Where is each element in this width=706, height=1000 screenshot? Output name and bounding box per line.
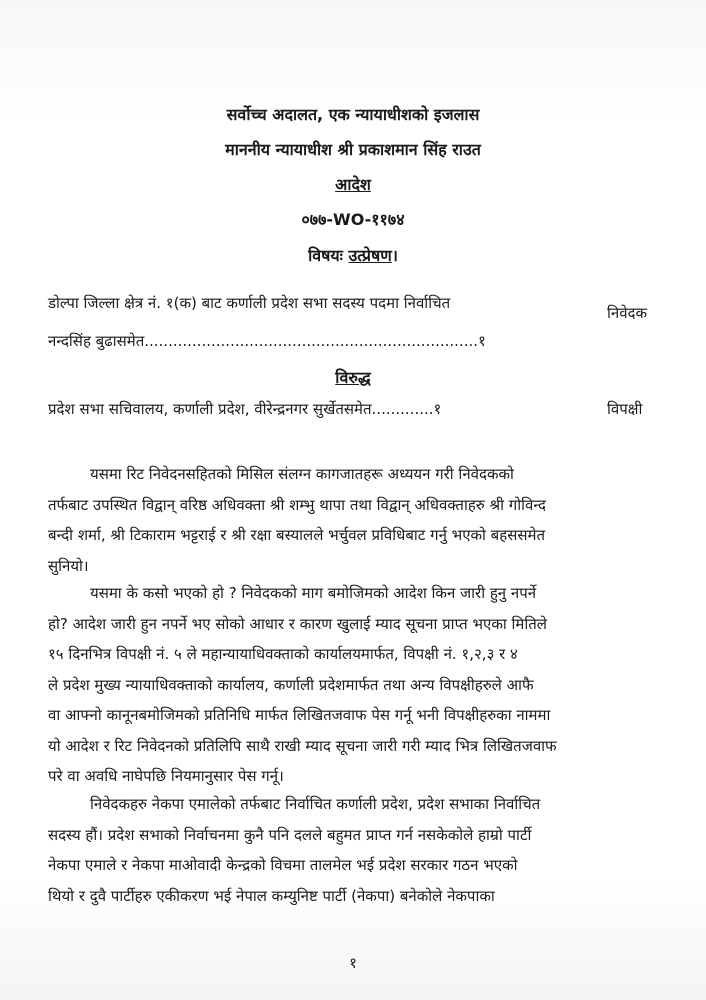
subject-end-mark: । [391,246,398,265]
paragraph-line: यो आदेश र रिट निवेदनको प्रतिलिपि साथै राखी म्याद सूचना जारी गरी म्याद भित्र लिखितजवाफ [48,736,557,755]
subject-label: विषयः [308,246,343,265]
paragraph-line: थियो र दुवै पार्टीहरु एकीकरण भई नेपाल कम्युनिष्ट पार्टी (नेकपा) बनेकोले नेकपाका [48,886,495,905]
paragraph-line: नेकपा एमाले र नेकपा माओवादी केन्द्रको विचमा तालमेल भई प्रदेश सरकार गठन भएको [48,856,518,874]
document-type-heading: आदेश [335,175,371,194]
paragraph-line: सुनियो। [48,556,89,575]
respondent-role: विपक्षी [607,400,643,418]
respondent-line: प्रदेश सभा सचिवालय, कर्णाली प्रदेश, वीरेन्द्रनगर सुर्खेतसमेत.............१ [48,400,442,418]
paragraph-line: तर्फबाट उपस्थित विद्वान् वरिष्ठ अधिवक्ता श्री शम्भु थापा तथा विद्वान् अधिवक्ताहरु श्री गोविन्द [48,495,546,514]
versus-heading: विरुद्ध [335,368,371,387]
paragraph-line: यसमा के कसो भएको हो ? निवेदकको माग बमोजिमको आदेश किन जारी हुनु नपर्ने [90,584,537,602]
paragraph-order [48,578,658,792]
paragraph-line: सदस्य हौं। प्रदेश सभाको निर्वाचनमा कुनै पनि दलले बहुमत प्राप्त गर्न नसकेकोले हाम्रो पार्टी [48,825,532,844]
page-number: १ [349,954,357,972]
petitioner-role: निवेदक [607,304,648,322]
subject-value: उत्प्रेषण [348,246,392,265]
case-number: ०७७-WO-११७४ [301,210,405,229]
paragraph-line: यसमा रिट निवेदनसहितको मिसिल संलग्न कागजातहरू अध्ययन गरी निवेदकको [90,465,514,483]
petitioner-line-2: नन्दसिंह बुढासमेत......................................................................१ [48,332,486,350]
paragraph-line: १५ दिनभित्र विपक्षी नं. ५ ले महान्यायाधिवक्ताको कार्यालयमार्फत, विपक्षी नं. १,२,३ र ४ [48,645,518,663]
paragraph-line: निवेदकहरु नेकपा एमालेको तर्फबाट निर्वाचित कर्णाली प्रदेश, प्रदेश सभाका निर्वाचित [90,795,541,813]
paragraph-line: परे वा अवधि नाघेपछि नियमानुसार पेस गर्नू। [48,767,284,785]
judge-name-heading: माननीय न्यायाधीश श्री प्रकाशमान सिंह राउत [225,140,481,159]
paragraph-line: बन्दी शर्मा, श्री टिकाराम भट्टराई र श्री रक्षा बस्यालले भर्चुवल प्रविधिबाट गर्नु भएको बहससमेत [48,526,546,544]
court-bench-heading: सर्वोच्च अदालत, एक न्यायाधीशको इजलास [226,105,480,124]
paragraph-line: वा आफ्नो कानूनबमोजिमको प्रतिनिधि मार्फत लिखितजवाफ पेस गर्नू भनी विपक्षीहरुका नाममा [48,706,551,724]
paragraph-line: हो? आदेश जारी हुन नपर्ने भए सोको आधार र कारण खुलाई म्याद सूचना प्राप्त भएका मितिले [48,614,547,633]
subject-line [0,244,706,266]
paragraph-line: ले प्रदेश मुख्य न्यायाधिवक्ताको कार्यालय, कर्णाली प्रदेशमार्फत तथा अन्य विपक्षीहरुले आफै [48,675,534,694]
petitioner-line-1: डोल्पा जिल्ला क्षेत्र नं. १(क) बाट कर्णाली प्रदेश सभा सदस्य पदमा निर्वाचित [48,294,451,312]
paragraph-hearing [48,459,658,581]
paragraph-petitioner-claim [48,789,658,911]
